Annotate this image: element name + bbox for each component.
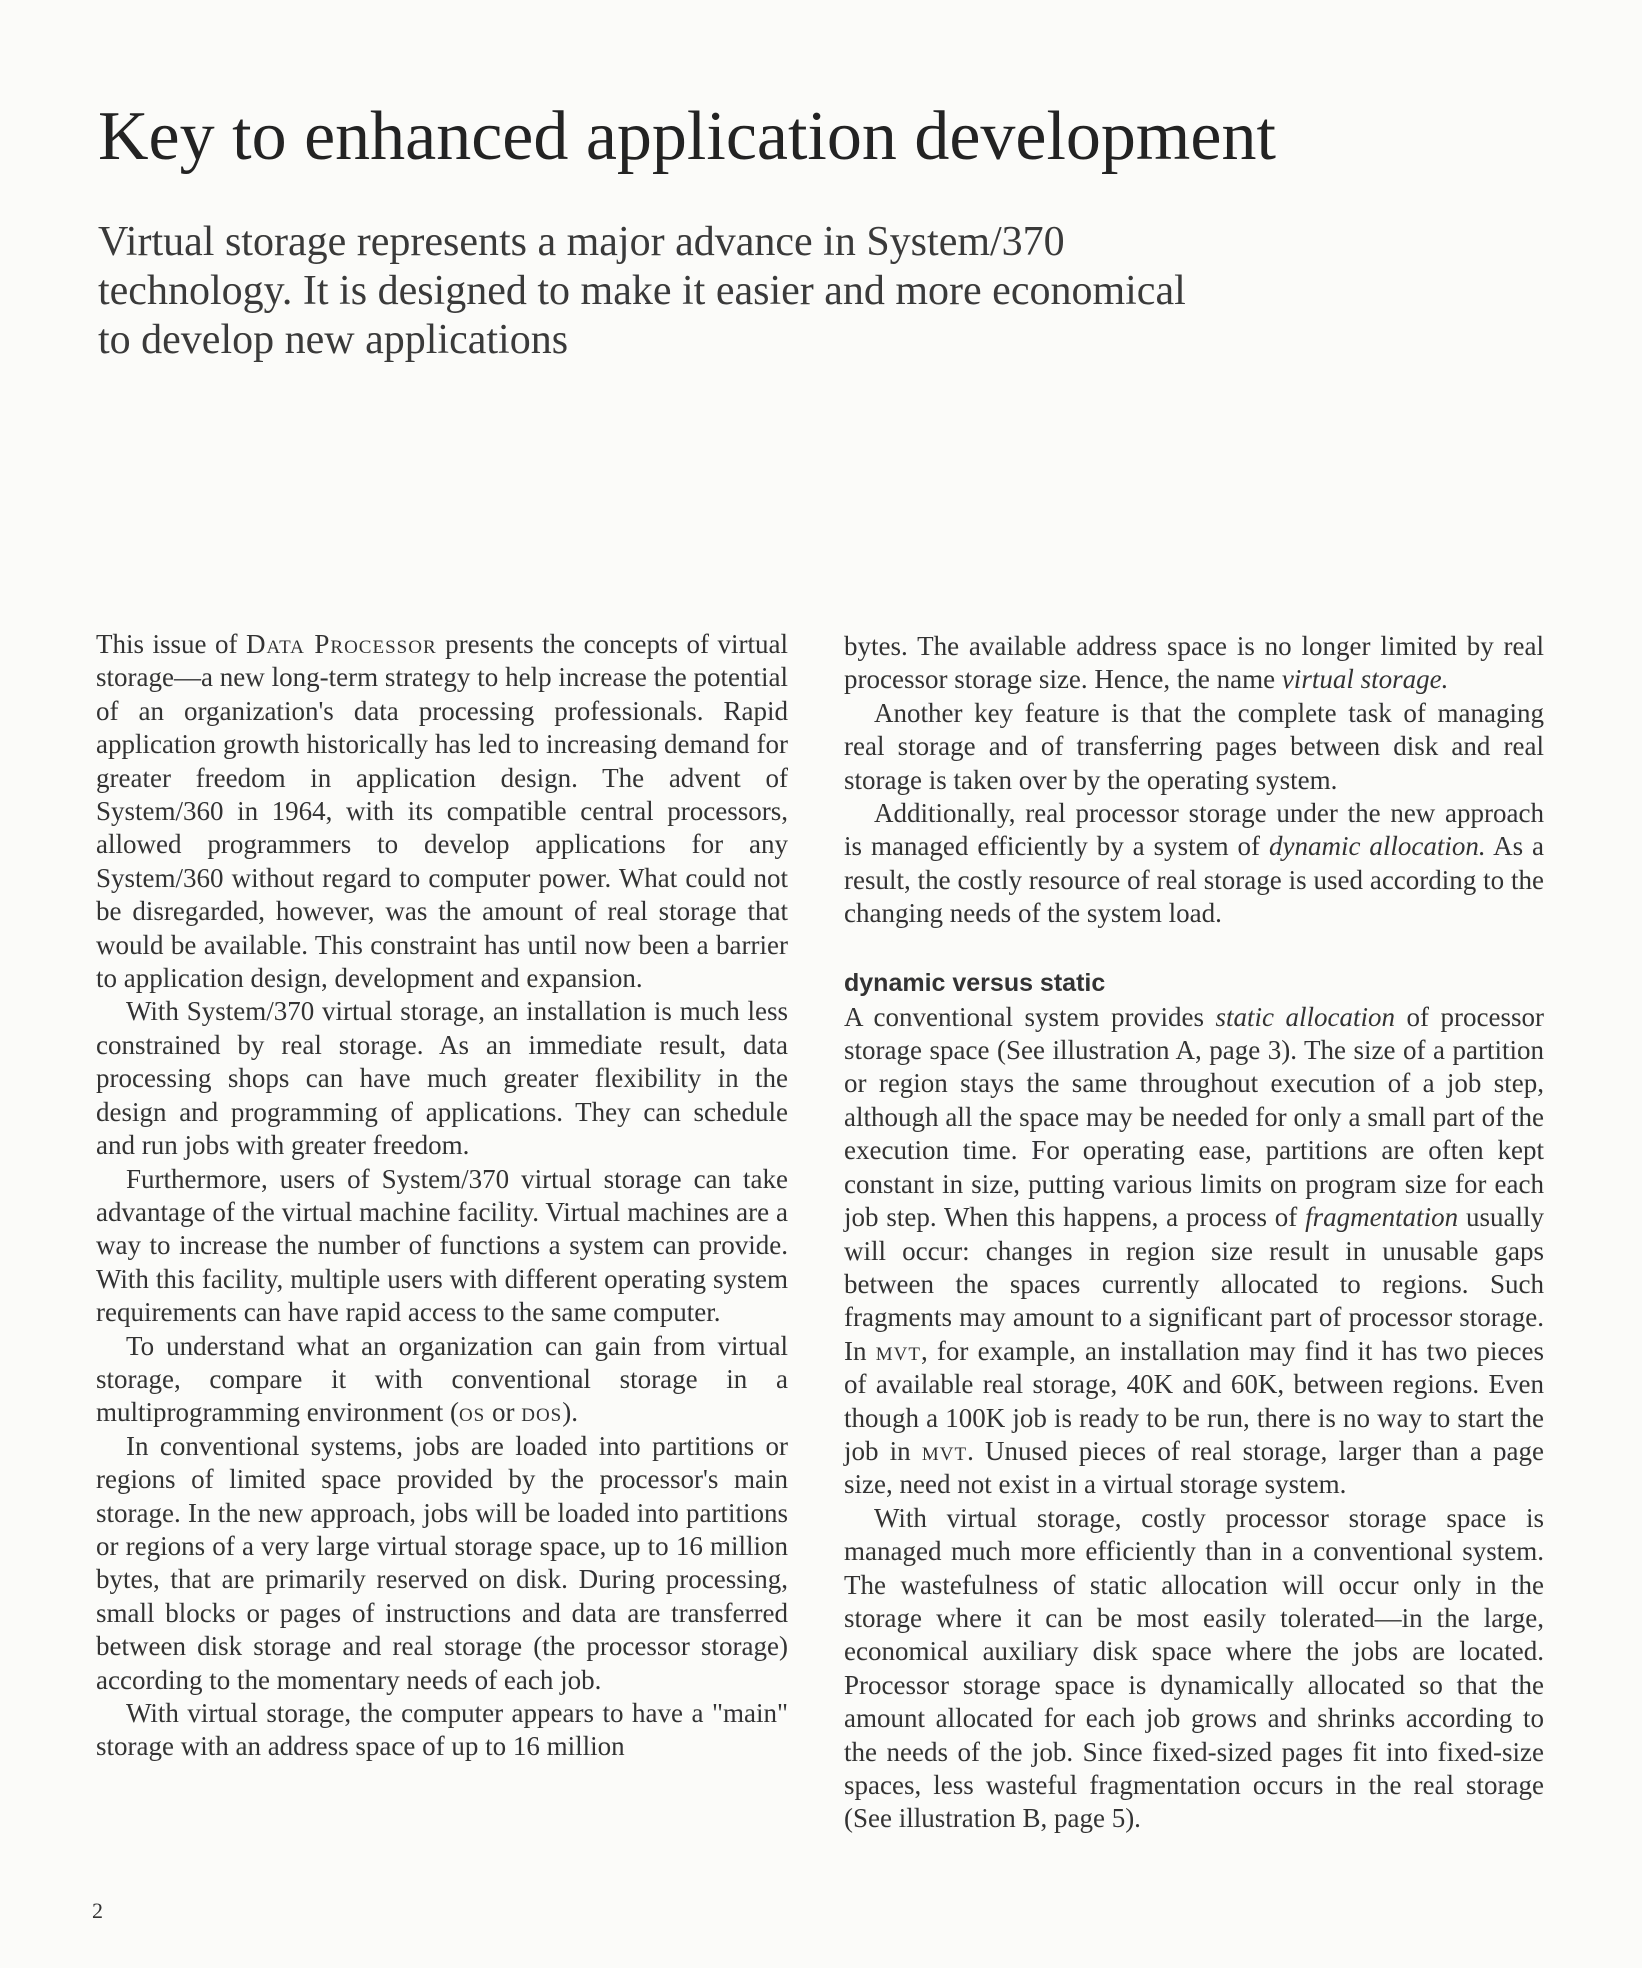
left-paragraph-5: In conventional systems, jobs are loaded into partitions or regions of limited space provided by the processor's main storage. In the new approach, jobs will be loaded into partitions or regions of a very large virtual storage space, up to 16 million bytes, that are primarily reserved on disk. During processing, small blocks or pages of instructions and data are transferred between disk storage and real storage (the processor storage) according to the momentary needs of each job. [96, 1430, 788, 1695]
right-paragraph-5: With virtual storage, costly processor storage space is managed much more efficiently than in a conventional system. The wastefulness of static allocation will occur only in the storage where it can be most easily tolerated—in the large, economical auxiliary disk space where the jobs are located. Processor storage space is dynamically allocated so that the amount allocated for each job grows and shrinks according to the needs of the job. Since fixed-sized pages fit into fixed-size spaces, less wasteful fragmentation occurs in the real storage (See illustration B, page 5). [844, 1502, 1544, 1834]
text-run: This issue of [96, 629, 246, 659]
text-run: bytes. The available address space is no longer limited by real processor storage size. Hence, the name [844, 631, 1544, 695]
text-run: . Unused pieces of real storage, larger than a page size, need not exist in a virtual storage system. [844, 1435, 1544, 1500]
right-paragraph-2: Another key feature is that the complete task of managing real storage and of transferring pages between disk and real storage is taken over by the operating system. [844, 697, 1544, 795]
right-paragraph-1 [844, 630, 1544, 697]
text-run: To understand what an organization can gain from virtual storage, compare it with conventional storage in a multiprogramming environment ( [96, 1330, 788, 1428]
right-paragraph-3 [844, 797, 1544, 931]
text-run: or [485, 1397, 522, 1428]
left-paragraph-1 [96, 628, 788, 995]
section-heading: dynamic versus static [844, 968, 1106, 997]
emphasis: dynamic allocation. [1268, 831, 1486, 862]
text-run: As a result, the costly resource of real storage is used according to the changing needs of the system load. [844, 831, 1545, 929]
subtitle: Virtual storage represents a major advance in System/370 technology. It is designed to make it easier and more economical to develop new applications [98, 219, 1186, 363]
acronym-mvt: mvt [921, 1435, 968, 1466]
left-column [96, 628, 788, 1764]
right-column [844, 630, 1544, 1836]
acronym-mvt: mvt [875, 1335, 921, 1366]
left-paragraph-2: With System/370 virtual storage, an installation is much less constrained by real storage. As an immediate result, data processing shops can have much greater flexibility in the design and programming of applications. They can schedule and run jobs with greater freedom. [96, 996, 788, 1161]
text-run: Additionally, real processor storage under the new approach is managed efficiently by a system of [844, 798, 1544, 862]
left-paragraph-3: Furthermore, users of System/370 virtual storage can take advantage of the virtual machine facility. Virtual machines are a way to increase the number of functions a system can provide. With this facility, multiple users with different operating system requirements can have rapid access to the same computer. [96, 1163, 788, 1328]
text-run: , for example, an installation may find it has two pieces of available real storage, 40K and 60K, between regions. Even though a 100K job is ready to be run, there is no way to start the job in [844, 1335, 1544, 1466]
right-paragraph-4 [844, 1001, 1544, 1502]
acronym-dos: dos [521, 1397, 563, 1428]
acronym-os: os [458, 1397, 486, 1428]
text-run: presents the concepts of virtual storage—a new long-term strategy to help increase the potential of an organization's data processing professionals. Rapid application growth historically has led to increasing demand for greater freedom in application design. The advent of System/360 in 1964, with its compatible central processors, allowed programmers to develop applications for any System/360 without regard to computer power. What could not be disregarded, however, was the amount of real storage that would be available. This constraint has until now been a barrier to application design, development and expansion. [96, 629, 788, 994]
text-run: A conventional system provides [844, 1001, 1216, 1032]
text-run: usually will occur: changes in region size result in unusable gaps between the spaces currently allocated to regions. Such fragments may amount to a significant part of processor storage. In [844, 1202, 1544, 1366]
emphasis: fragmentation [1305, 1202, 1459, 1233]
emphasis: static allocation [1215, 1001, 1395, 1032]
page-title: Key to enhanced application development [98, 98, 1276, 175]
emphasis: virtual storage. [1281, 664, 1449, 695]
left-paragraph-6: With virtual storage, the computer appears to have a "main" storage with an address space of up to 16 million [96, 1698, 788, 1762]
publication-name: Data Processor [245, 629, 437, 659]
left-paragraph-4 [96, 1330, 788, 1430]
text-run: ). [562, 1397, 578, 1428]
text-run: of processor storage space (See illustration A, page 3). The size of a partition or region stays the same throughout execution of a job step, although all the space may be needed for only a small part of the execution time. For operating ease, partitions are often kept constant in size, putting various limits on program size for each job step. When this happens, a process of [844, 1001, 1544, 1233]
page-number: 2 [92, 1898, 103, 1923]
